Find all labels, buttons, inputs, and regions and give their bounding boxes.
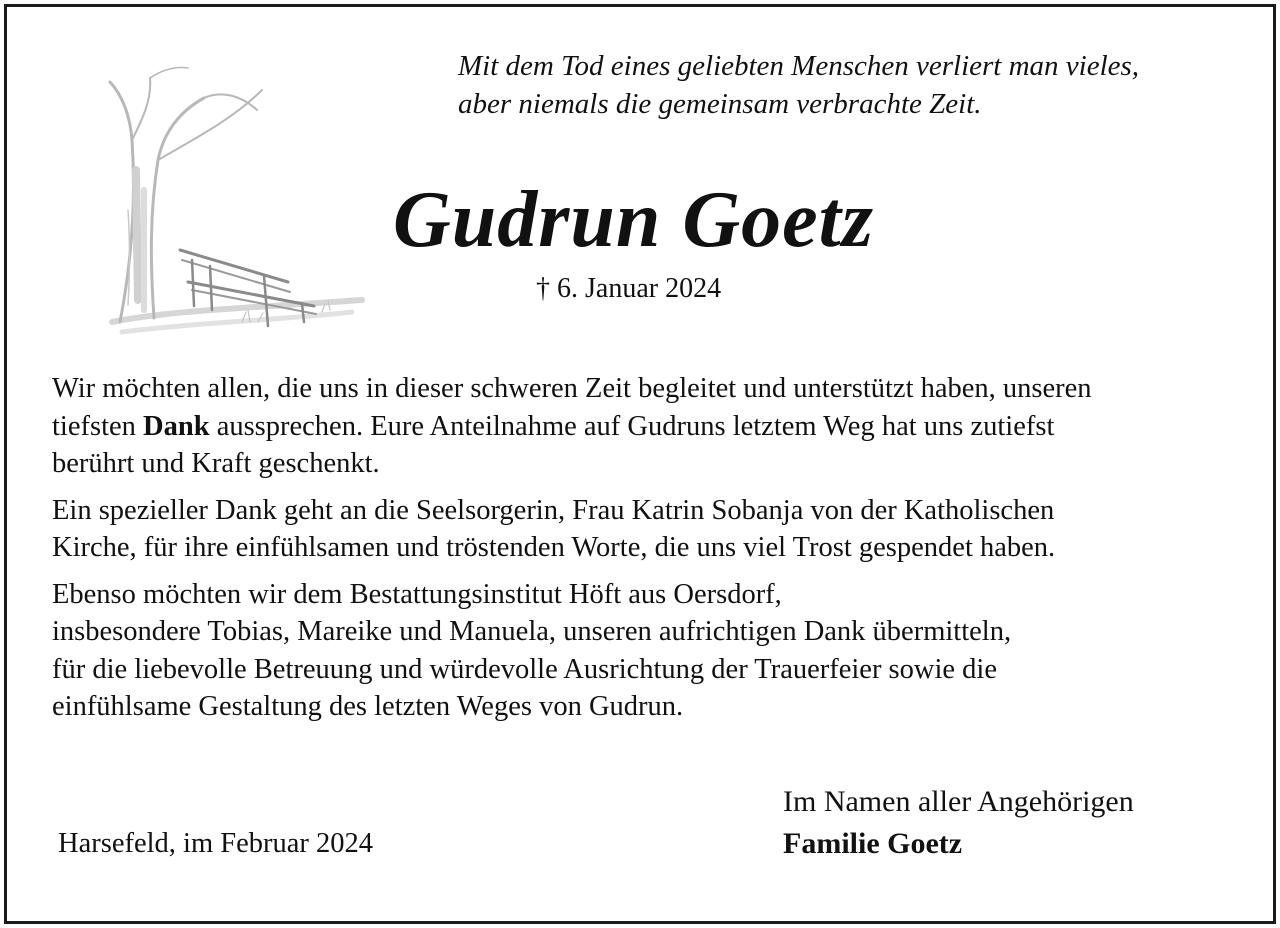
signature-block — [783, 781, 1134, 865]
text-line: für die liebevolle Betreuung und würdevolle Ausrichtung der Trauerfeier sowie die — [52, 653, 997, 685]
text-line: Wir möchten allen, die uns in dieser schweren Zeit begleitet und unterstützt haben, unseren — [52, 373, 1092, 404]
text-line: insbesondere Tobias, Mareike und Manuela, unseren aufrichtigen Dank übermitteln, — [52, 616, 1012, 647]
place-and-date: Harsefeld, im Februar 2024 — [58, 828, 373, 859]
text-line — [52, 408, 1242, 446]
tree-and-bench-sketch-icon — [92, 60, 372, 345]
paragraph-pastor — [52, 492, 1242, 567]
paragraph-funeral-home — [52, 576, 1242, 726]
memorial-quote — [458, 47, 1248, 123]
signature-intro: Im Namen aller Angehörigen — [783, 785, 1134, 818]
thank-you-text — [52, 370, 1242, 735]
text-fragment: tiefsten — [52, 410, 144, 442]
deceased-name: Gudrun Goetz — [393, 176, 875, 264]
emphasis-dank: Dank — [143, 410, 210, 442]
text-line: berührt und Kraft geschenkt. — [52, 448, 380, 479]
quote-line: aber niemals die gemeinsam verbrachte Zeit. — [458, 88, 982, 120]
signature-family: Familie Goetz — [783, 827, 963, 860]
text-line: einfühlsame Gestaltung des letzten Weges von Gudrun. — [52, 691, 684, 722]
paragraph-thanks — [52, 370, 1242, 483]
death-date: † 6. Januar 2024 — [536, 273, 722, 304]
text-line: Ein spezieller Dank geht an die Seelsorgerin, Frau Katrin Sobanja von der Katholischen — [52, 494, 1055, 526]
text-line: Ebenso möchten wir dem Bestattungsinstitut Höft aus Oersdorf, — [52, 578, 782, 610]
text-line: Kirche, für ihre einfühlsamen und tröstenden Worte, die uns viel Trost gespendet haben. — [52, 532, 1056, 563]
text-fragment: aussprechen. Eure Anteilnahme auf Gudruns letztem Weg hat uns zutiefst — [209, 410, 1055, 442]
quote-line: Mit dem Tod eines geliebten Menschen verliert man vieles, — [458, 50, 1140, 82]
